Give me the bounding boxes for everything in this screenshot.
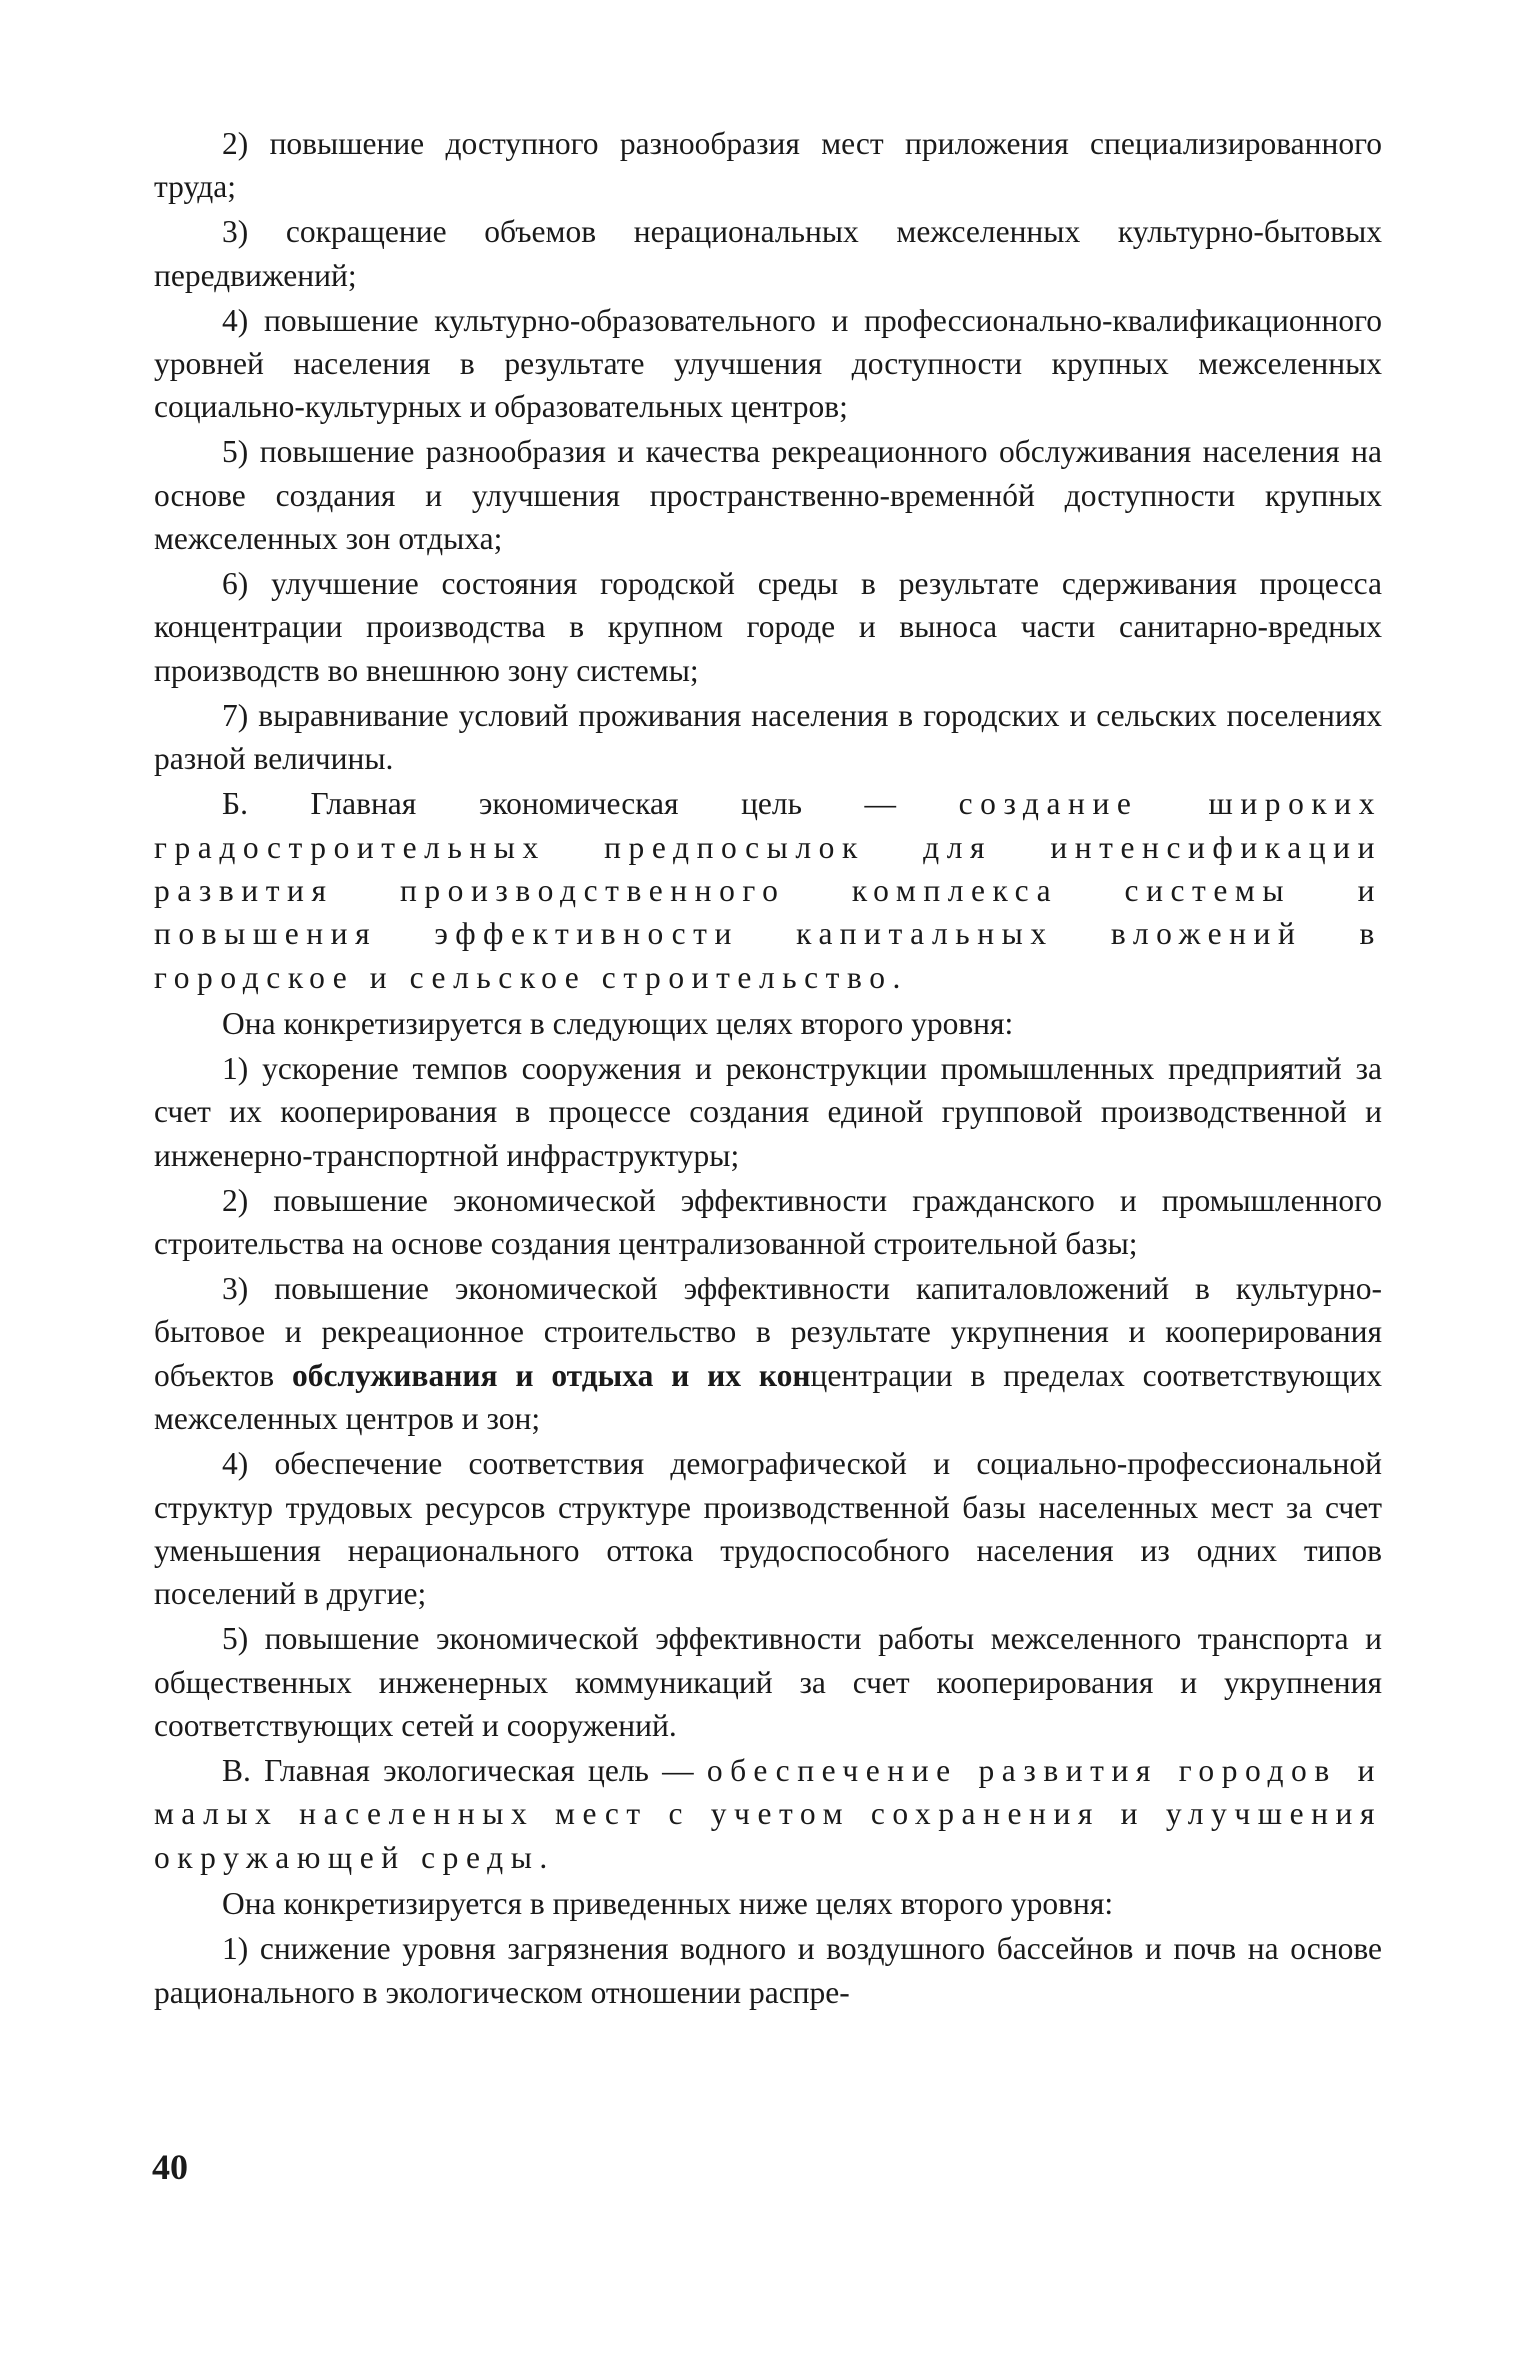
paragraph-b-goal-1: 1) ускорение темпов сооружения и реконструкции промышленных предприятий за счет их кооперирования в процессе создания единой групповой производственной и инженерно-транспортной инфраструктуры; xyxy=(154,1051,1382,1173)
section-b-economic-goal xyxy=(154,782,1382,999)
paragraph-v-intro: Она конкретизируется в приведенных ниже целях второго уровня: xyxy=(222,1886,1114,1922)
paragraph-goal-7: 7) выравнивание условий проживания населения в городских и сельских поселениях разной величины. xyxy=(154,697,1382,777)
paragraph-goal-3: 3) сокращение объемов нерациональных межселенных культурно-бытовых передвижений; xyxy=(154,214,1382,293)
page-body xyxy=(154,122,1382,2015)
section-b-spaced-text: создание широких градостроительных предпосылок для интенсификации развития производственного комплекса системы и повышения эффективности капитальных вложений в городское и сельское строительство. xyxy=(154,786,1383,995)
section-v-spaced-text: обеспечение развития городов и малых населенных мест с учетом сохранения и улучшения окружающей среды. xyxy=(154,1753,1382,1875)
paragraph-goal-4: 4) повышение культурно-образовательного и профессионально-квалификационного уровней населения в результате улучшения доступности крупных межселенных социально-культурных и образовательных центров; xyxy=(154,302,1382,425)
paragraph-b-goal-2: 2) повышение экономической эффективности гражданского и промышленного строительства на основе создания централизованной строительной базы; xyxy=(154,1182,1382,1262)
paragraph-goal-6: 6) улучшение состояния городской среды в результате сдерживания процесса концентрации производства в крупном городе и выноса части санитарно-вредных производств во внешнюю зону системы; xyxy=(154,566,1382,688)
paragraph-b-goal-4: 4) обеспечение соответствия демографической и социально-профессиональной структур трудовых ресурсов структуре производственной базы населенных мест за счет уменьшения нерационального оттока трудоспособного населения из одних типов поселений в другие; xyxy=(154,1446,1382,1612)
paragraph-goal-5: 5) повышение разнообразия и качества рекреационного обслуживания населения на основе создания и улучшения пространственно-временнóй доступности крупных межселенных зон отдыха; xyxy=(154,434,1382,557)
section-v-lead: В. Главная экологическая цель — xyxy=(222,1753,707,1789)
section-v-ecological-goal xyxy=(154,1749,1382,1879)
paragraph-b-goal-3-bold-run: обслуживания и отдыха и их кон xyxy=(291,1357,811,1393)
page-number: 40 xyxy=(152,2147,188,2187)
paragraph-b-goal-5: 5) повышение экономической эффективности работы межселенного транспорта и общественных инженерных коммуникаций за счет кооперирования и укрупнения соответствующих сетей и сооружений. xyxy=(154,1621,1382,1744)
paragraph-b-intro: Она конкретизируется в следующих целях второго уровня: xyxy=(222,1006,1014,1042)
paragraph-b-goal-3-part-c: центрации в пределах соответствующих межселенных центров и зон; xyxy=(154,1357,1382,1437)
paragraph-goal-2: 2) повышение доступного разнообразия мест приложения специализированного труда; xyxy=(154,126,1382,205)
paragraph-v-goal-1: 1) снижение уровня загрязнения водного и воздушного бассейнов и почв на основе рационального в экологическом отношении распре- xyxy=(154,1931,1382,2010)
paragraph-b-goal-3 xyxy=(154,1267,1382,1441)
section-b-lead: Б. Главная экономическая цель — xyxy=(222,786,959,822)
paragraph-b-goal-3-part-a: 3) повышение экономической эффективности капиталовложений в культурно-бытовое и рекреационное строительство в результате укрупнения и кооперирования объектов xyxy=(154,1271,1382,1393)
